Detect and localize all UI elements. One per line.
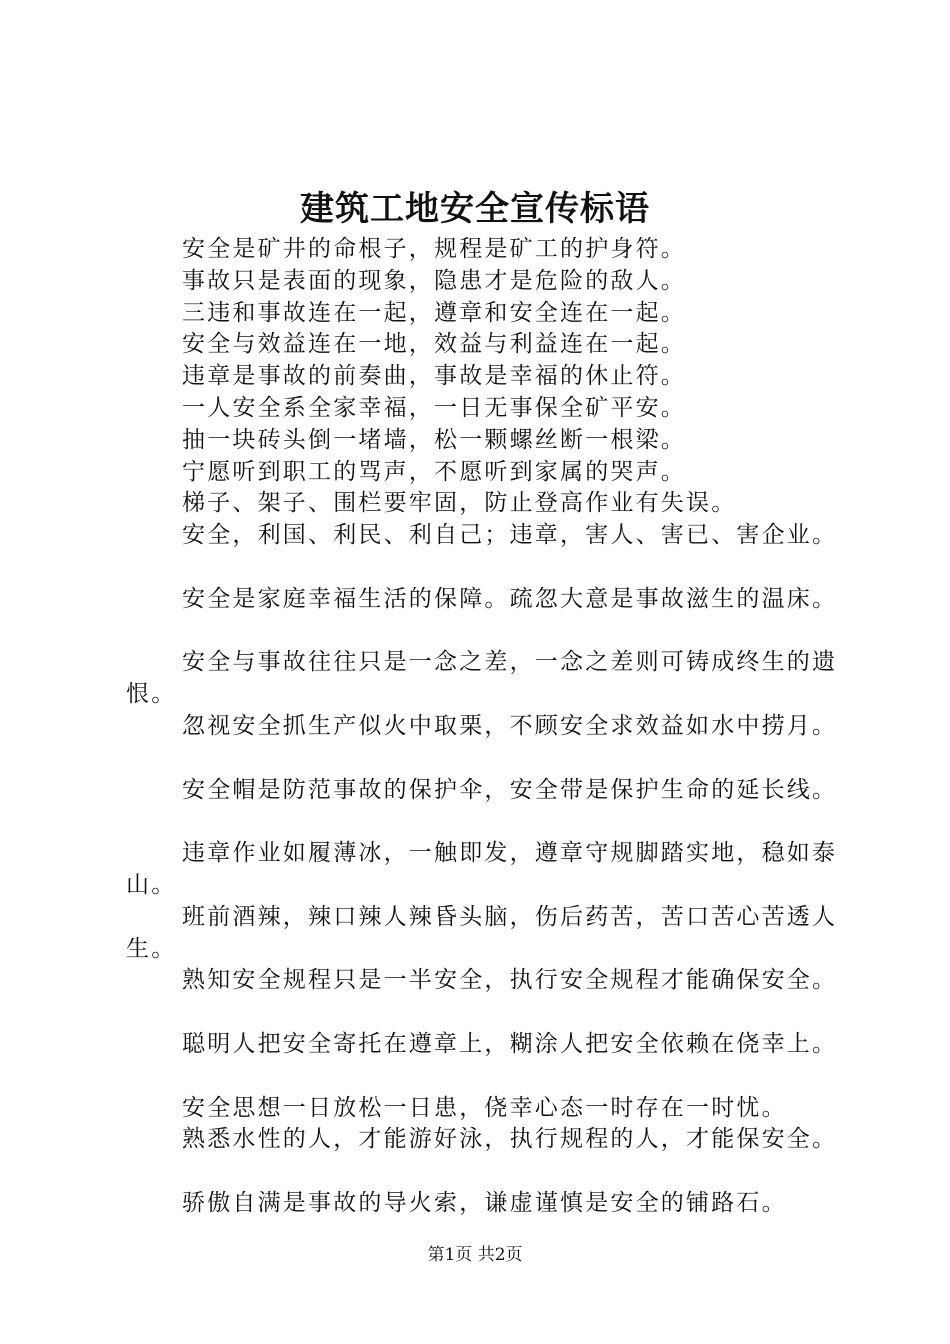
slogan-line: 安全帽是防范事故的保护伞，安全带是保护生命的延长线。	[182, 776, 838, 803]
paragraph-gap	[126, 1156, 866, 1188]
slogan-line: 班前酒辣，辣口辣人辣昏头脑，伤后药苦，苦口苦心苦透人生。	[126, 903, 838, 962]
slogan-line: 违章作业如履薄冰，一触即发，遵章守规脚踏实地，稳如泰山。	[126, 840, 838, 898]
page-number-footer: 第1页 共2页	[427, 1245, 523, 1265]
slogan-line: 聪明人把安全寄托在遵章上，糊涂人把安全依赖在侥幸上。	[182, 1030, 838, 1057]
slogan-line: 梯子、架子、围栏要牢固，防止登高作业有失误。	[182, 490, 737, 517]
paragraph-gap	[126, 616, 866, 648]
slogan-line: 安全与效益连在一地，效益与利益连在一起。	[182, 331, 686, 358]
document-title: 建筑工地安全宣传标语	[300, 189, 650, 229]
document-body	[126, 234, 866, 1220]
paragraph-gap	[126, 552, 866, 584]
slogan-line: 三违和事故连在一起，遵章和安全连在一起。	[182, 299, 686, 326]
slogan-line: 安全，利国、利民、利自己；违章，害人、害已、害企业。	[182, 522, 838, 549]
slogan-line: 抽一块砖头倒一堵墙，松一颗螺丝断一根梁。	[182, 426, 686, 453]
slogan-line: 安全思想一日放松一日患，侥幸心态一时存在一时忧。	[182, 1094, 787, 1121]
slogan-line: 骄傲自满是事故的导火索，谦虚谨慎是安全的铺路石。	[182, 1189, 787, 1216]
slogan-line: 忽视安全抓生产似火中取栗，不顾安全求效益如水中捞月。	[182, 712, 838, 739]
slogan-line: 安全与事故往往只是一念之差，一念之差则可铸成终生的遗恨。	[126, 649, 838, 708]
paragraph-gap	[126, 1061, 866, 1093]
paragraph-gap	[126, 743, 866, 775]
paragraph-gap	[126, 806, 866, 838]
slogan-line: 一人安全系全家幸福，一日无事保全矿平安。	[182, 394, 686, 421]
slogan-line: 安全是矿井的命根子，规程是矿工的护身符。	[182, 236, 686, 262]
slogan-line: 违章是事故的前奏曲，事故是幸福的休止符。	[182, 363, 686, 390]
slogan-line: 熟知安全规程只是一半安全，执行安全规程才能确保安全。	[182, 967, 838, 994]
slogan-line: 事故只是表面的现象，隐患才是危险的敌人。	[182, 267, 686, 294]
slogan-line: 宁愿听到职工的骂声，不愿听到家属的哭声。	[182, 458, 686, 485]
slogan-line: 安全是家庭幸福生活的保障。疏忽大意是事故滋生的温床。	[182, 585, 838, 612]
paragraph-gap	[126, 997, 866, 1029]
slogan-line: 熟悉水性的人，才能游好泳，执行规程的人，才能保安全。	[182, 1126, 838, 1153]
